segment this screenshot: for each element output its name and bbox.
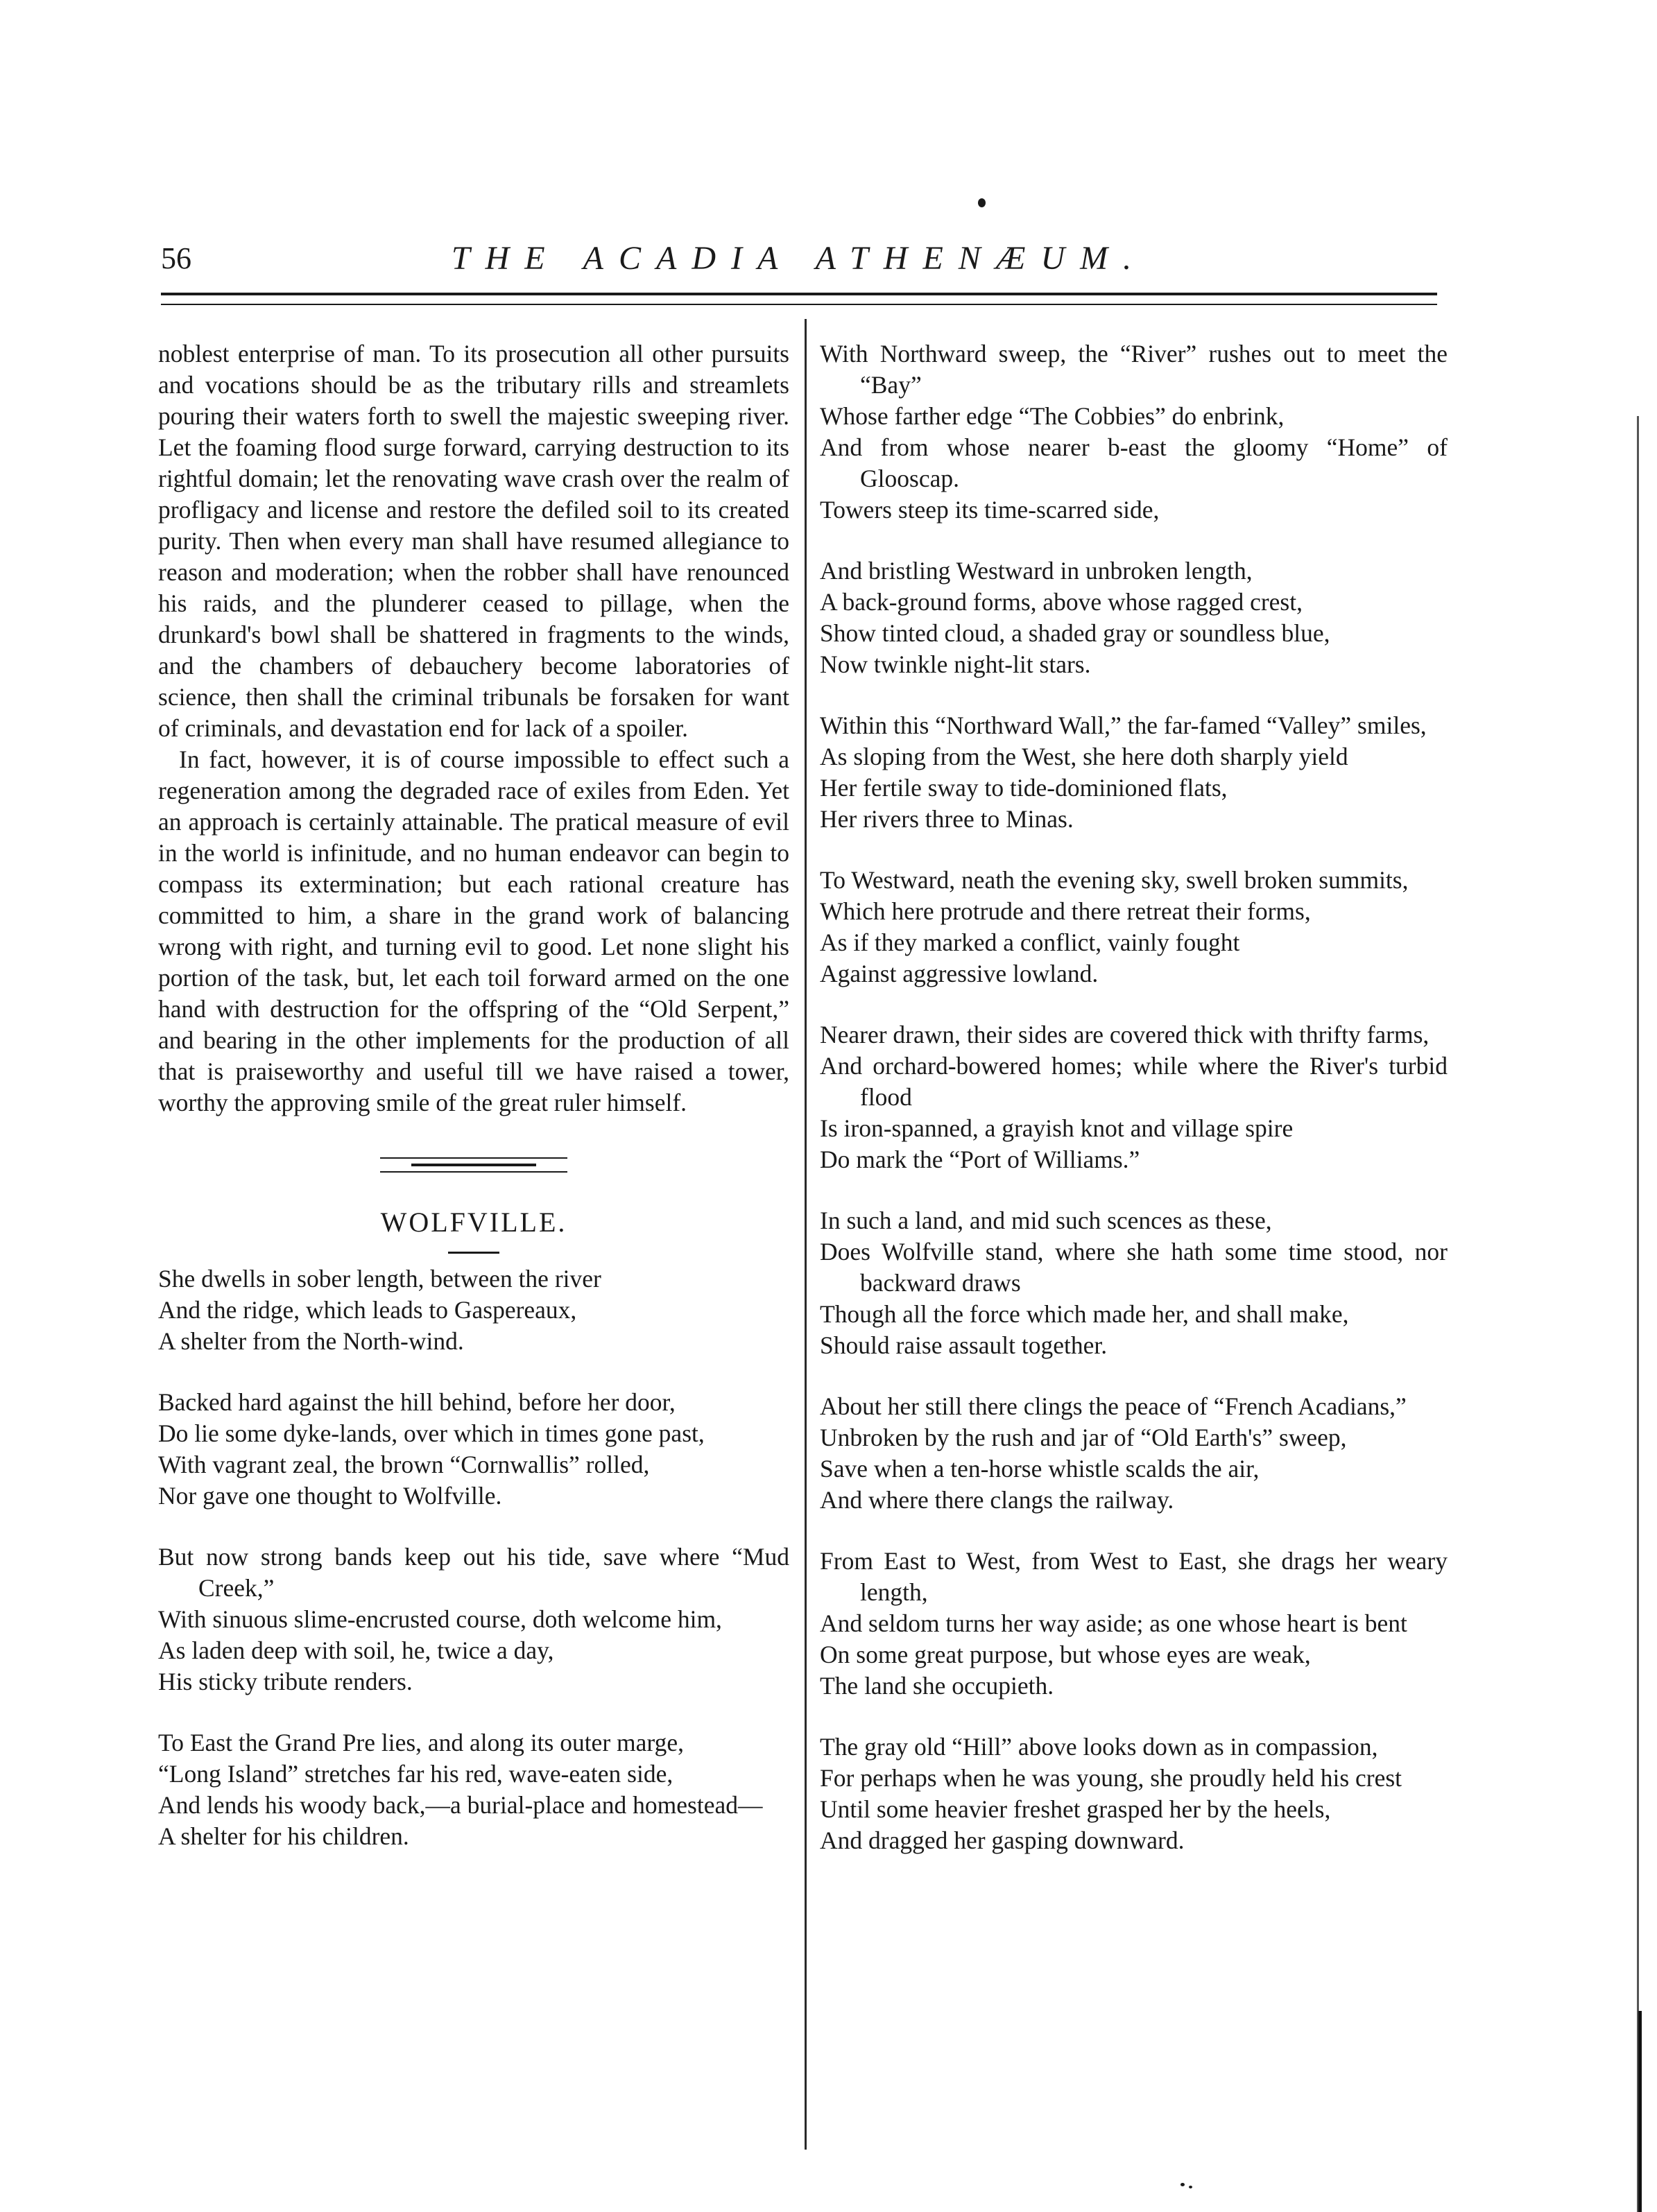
title-rule	[448, 1252, 499, 1254]
poem-line: Is iron-spanned, a grayish knot and village spire	[820, 1114, 1294, 1142]
poem-line: Until some heavier freshet grasped her by the heels,	[820, 1795, 1331, 1823]
poem-line: As sloping from the West, she here doth sharply yield	[820, 743, 1348, 770]
poem-line: And bristling Westward in unbroken length,	[820, 557, 1253, 585]
essay-paragraph: noblest enterprise of man. To its prosecution all other pursuits and vocations should be as the tributary rills and streamlets pouring their waters forth to swell the majestic sweeping river. Let the foaming flood surge forward, carrying destruction to its rightful domain; let the renovating wave crash over the realm of profligacy and license and restore the defiled soil to its created purity. Then when every man shall have resumed allegiance to reason and moderation; when the robber shall have renounced his raids, and the plunderer ceased to pillage, when the drunkard's bowl shall be shattered in fragments to the winds, and the chambers of debauchery become laboratories of science, then shall the criminal tribunals be forsaken for want of criminals, and devastation end for lack of a spoiler.	[158, 340, 789, 742]
poem-stanza	[158, 1263, 789, 1357]
poem-stanza	[820, 1019, 1448, 1175]
poem-line: Her rivers three to Minas.	[820, 805, 1074, 833]
poem-stanza	[820, 555, 1448, 680]
poem-line: Does Wolfville stand, where she hath some time stood, nor backward draws	[820, 1238, 1448, 1297]
poem-line: And lends his woody back,—a burial-place and homestead—	[158, 1791, 763, 1819]
poem-line: Whose farther edge “The Cobbies” do enbrink,	[820, 402, 1285, 430]
poem-line: To Westward, neath the evening sky, swell broken summits,	[820, 866, 1409, 894]
poem-line: Do mark the “Port of Williams.”	[820, 1146, 1140, 1173]
poem-line: Save when a ten-horse whistle scalds the air,	[820, 1455, 1260, 1483]
ink-speck	[1180, 2183, 1185, 2186]
poem-line: Her fertile sway to tide-dominioned flats,	[820, 774, 1228, 802]
poem-line: Though all the force which made her, and shall make,	[820, 1300, 1349, 1328]
poem-stanza	[820, 1205, 1448, 1361]
poem-stanza	[820, 338, 1448, 526]
poem-line: Should raise assault together.	[820, 1331, 1108, 1359]
poem-line: In such a land, and mid such scences as these,	[820, 1207, 1272, 1234]
poem-line: Backed hard against the hill behind, before her door,	[158, 1388, 676, 1416]
poem-line: As if they marked a conflict, vainly fought	[820, 928, 1240, 956]
poem-line: And from whose nearer b-east the gloomy “Home” of Glooscap.	[820, 433, 1448, 492]
poem-line: “Long Island” stretches far his red, wave-eaten side,	[158, 1760, 673, 1788]
poem-line: Show tinted cloud, a shaded gray or soundless blue,	[820, 619, 1330, 647]
poem-line: With sinuous slime-encrusted course, doth welcome him,	[158, 1605, 722, 1633]
column-divider	[805, 319, 807, 2150]
poem-line: Against aggressive lowland.	[820, 960, 1099, 987]
poem-title: WOLFVILLE.	[380, 1207, 567, 1238]
ink-speck	[1189, 2186, 1192, 2188]
poem-line: Nearer drawn, their sides are covered thick with thrifty farms,	[820, 1021, 1430, 1048]
poem-line: The gray old “Hill” above looks down as in compassion,	[820, 1733, 1378, 1761]
ink-speck	[978, 198, 986, 207]
poem-line: And where there clangs the railway.	[820, 1486, 1174, 1514]
poem-line: A shelter from the North-wind.	[158, 1327, 464, 1355]
poem-line: From East to West, from West to East, she drags her weary length,	[820, 1547, 1448, 1606]
poem-line: She dwells in sober length, between the river	[158, 1265, 601, 1293]
poem-stanza	[820, 1546, 1448, 1702]
poem-stanza	[158, 1541, 789, 1697]
header-rule-thin	[161, 304, 1437, 305]
running-title: THE ACADIA ATHENÆUM.	[451, 240, 1147, 277]
poem-stanza	[820, 1731, 1448, 1856]
left-column	[158, 338, 789, 1852]
poem-line: Within this “Northward Wall,” the far-famed “Valley” smiles,	[820, 711, 1427, 739]
page-header	[161, 234, 1437, 283]
poem-line: Towers steep its time-scarred side,	[820, 496, 1160, 524]
poem-stanza	[820, 1391, 1448, 1516]
poem-stanza	[820, 865, 1448, 990]
poem-line: Do lie some dyke-lands, over which in times gone past,	[158, 1419, 705, 1447]
poem-line: With Northward sweep, the “River” rushes out to meet the “Bay”	[820, 340, 1448, 399]
poem-stanza	[158, 1727, 789, 1852]
poem-line: And seldom turns her way aside; as one whose heart is bent	[820, 1609, 1407, 1637]
essay-paragraph: In fact, however, it is of course impossible to effect such a regeneration among the degraded race of exiles from Eden. Yet an approach is certainly attainable. The pratical measure of evil in the world is infinitude, and no human endeavor can begin to compass its extermination; but each rational creature has committed to him, a share in the grand work of balancing wrong with right, and turning evil to good. Let none slight his portion of the task, but, let each toil forward armed on the one hand with destruction for the offspring of the “Old Serpent,” and bearing in the other implements for the production of all that is praiseworthy and useful till we have raised a tower, worthy the approving smile of the great ruler himself.	[158, 745, 789, 1116]
poem-line: A shelter for his children.	[158, 1822, 409, 1850]
poem-line: With vagrant zeal, the brown “Cornwallis” rolled,	[158, 1451, 650, 1478]
section-divider	[380, 1157, 567, 1173]
right-column	[820, 338, 1448, 1856]
poem-line: Nor gave one thought to Wolfville.	[158, 1482, 502, 1510]
poem-line: For perhaps when he was young, she proudly held his crest	[820, 1764, 1402, 1792]
poem-line: As laden deep with soil, he, twice a day,	[158, 1636, 554, 1664]
poem-line: A back-ground forms, above whose ragged crest,	[820, 588, 1303, 616]
poem-line: Which here protrude and there retreat their forms,	[820, 897, 1311, 925]
poem-stanzas-left	[158, 1263, 789, 1852]
poem-line: And dragged her gasping downward.	[820, 1826, 1185, 1854]
poem-line: On some great purpose, but whose eyes are weak,	[820, 1641, 1311, 1668]
page-edge-shadow	[1637, 416, 1641, 2212]
poem-line: His sticky tribute renders.	[158, 1668, 413, 1695]
poem-stanza	[158, 1387, 789, 1512]
poem-line: And orchard-bowered homes; while where the River's turbid flood	[820, 1052, 1448, 1111]
poem-line: About her still there clings the peace of “French Acadians,”	[820, 1392, 1407, 1420]
header-rule-thick	[161, 293, 1437, 295]
poem-line: Now twinkle night-lit stars.	[820, 650, 1091, 678]
poem-line: The land she occupieth.	[820, 1672, 1054, 1700]
poem-line: To East the Grand Pre lies, and along its outer marge,	[158, 1729, 684, 1756]
poem-line: Unbroken by the rush and jar of “Old Earth's” sweep,	[820, 1424, 1347, 1451]
page-number: 56	[161, 241, 191, 275]
poem-stanza	[820, 710, 1448, 835]
essay-text	[158, 338, 789, 1118]
poem-line: But now strong bands keep out his tide, save where “Mud Creek,”	[158, 1543, 789, 1602]
poem-line: And the ridge, which leads to Gaspereaux,	[158, 1296, 577, 1324]
